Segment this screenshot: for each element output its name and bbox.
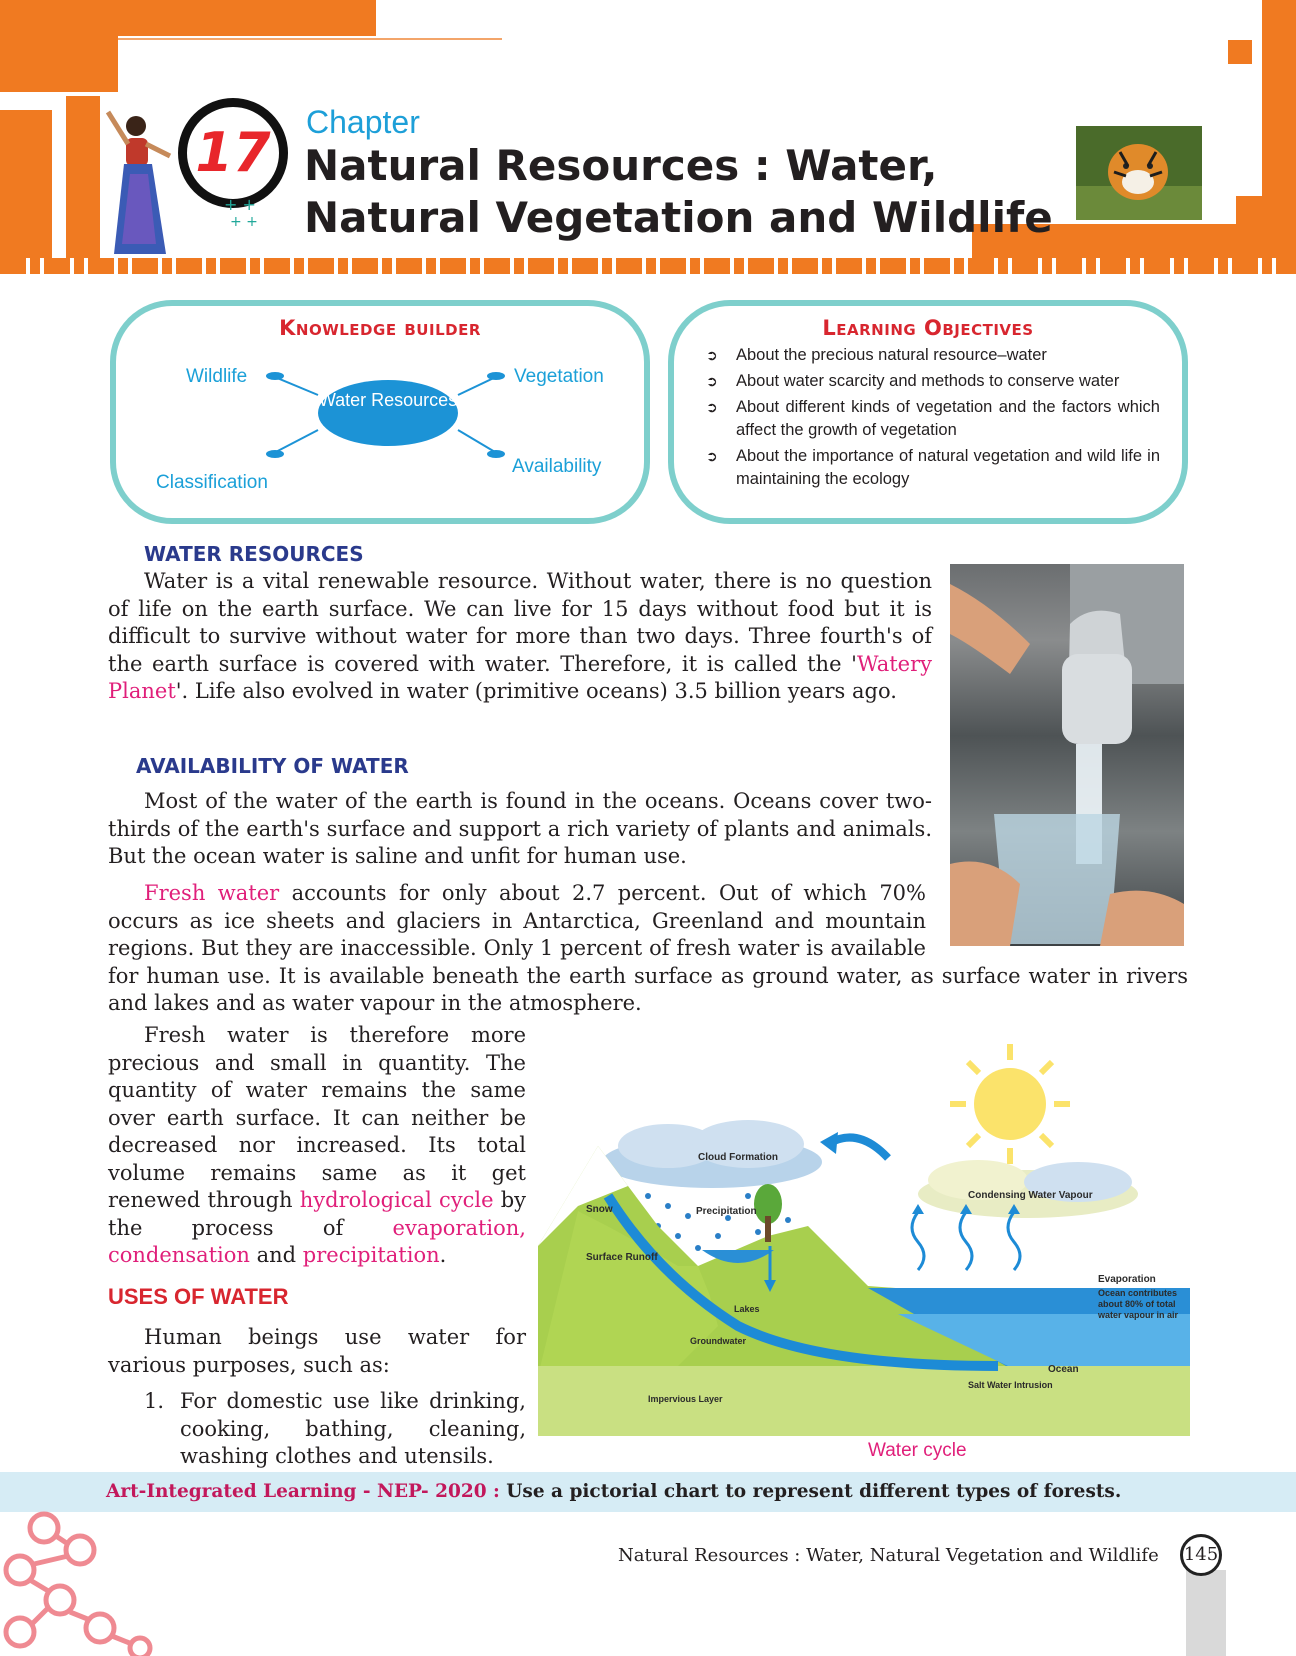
label-snow: Snow xyxy=(586,1204,613,1215)
label-precipitation: Precipitation xyxy=(696,1206,757,1217)
kb-branch-classification: Classification xyxy=(156,472,268,493)
arrow-bullet-icon: ➲ xyxy=(706,347,718,363)
objective-item: ➲ About the importance of natural vegetation and wild life in maintaining the ecology xyxy=(706,447,1160,488)
para-availability-2: Fresh water accounts for only about 2.7 percent. Out of which 70% occurs as ice sheets and glaciers in Antarctica, Greenland and mountain regions. But they are inaccessible. Only 1 percent of fresh water is available for human use. It is available beneath the earth surface as ground water, as surface water in rivers and lakes and as water vapour in the atmosphere. xyxy=(108,881,1188,1015)
heading-water-resources: WATER RESOURCES xyxy=(144,542,364,566)
objective-item: ➲ About the precious natural resource–water xyxy=(702,344,1160,367)
art-integrated-label: Art-Integrated Learning - NEP- 2020 : xyxy=(106,1481,500,1502)
para-water-resources: Water is a vital renewable resource. Without water, there is no question of life on the earth surface. We can live for 15 days without food but it is difficult to survive without water for more than two days. Three fourth's of the earth surface is covered with water. Therefore, it is called the 'Watery Planet'. Life also evolved in water (primitive oceans) 3.5 billion years ago. xyxy=(108,569,932,703)
water-cycle-diagram xyxy=(538,1036,1190,1436)
kb-branch-availability: Availability xyxy=(512,456,602,477)
arrow-bullet-icon: ➲ xyxy=(706,448,718,464)
arrow-bullet-icon: ➲ xyxy=(706,373,718,389)
header-meander-border xyxy=(0,258,1296,274)
header-band-left-2 xyxy=(0,36,118,92)
learning-objectives-list xyxy=(702,344,1160,494)
label-salt-water: Salt Water Intrusion xyxy=(968,1380,1053,1390)
page-number: 145 xyxy=(1180,1534,1222,1576)
label-lakes: Lakes xyxy=(734,1304,760,1314)
knowledge-builder-title: Knowledge builder xyxy=(279,316,481,340)
label-evaporation: Evaporation xyxy=(1098,1274,1156,1285)
label-evap-note-3: water vapour in air xyxy=(1098,1310,1179,1320)
kb-branch-vegetation: Vegetation xyxy=(514,366,604,387)
learning-objectives-title: Learning Objectives xyxy=(822,316,1034,340)
chapter-title: Natural Resources : Water, Natural Vegetation and Wildlife xyxy=(304,141,1053,242)
uses-list-item: 1. For domestic use like drinking, cooking, bathing, cleaning, washing clothes and utensils. xyxy=(144,1389,526,1468)
label-groundwater: Groundwater xyxy=(690,1336,747,1346)
art-integrated-text: Art-Integrated Learning - NEP- 2020 : Use a pictorial chart to represent different types of forests. xyxy=(106,1481,1122,1502)
molecule-decoration xyxy=(0,1508,180,1656)
header-band-left xyxy=(0,0,376,36)
footer-running-title: Natural Resources : Water, Natural Vegetation and Wildlife xyxy=(618,1545,1159,1566)
chapter-label: Chapter xyxy=(306,104,420,140)
heading-uses-of-water: USES OF WATER xyxy=(108,1284,289,1309)
dancer-illustration xyxy=(100,104,190,264)
chapter-number: 17 xyxy=(195,121,271,184)
footer-bar xyxy=(1186,1570,1226,1656)
header-block-right xyxy=(1262,0,1296,268)
objective-item: ➲ About water scarcity and methods to conserve water xyxy=(702,370,1160,393)
para-availability-1: Most of the water of the earth is found in the oceans. Oceans cover two-thirds of the earth's surface and support a rich variety of plants and animals. But the ocean water is saline and unfit for human use. xyxy=(108,789,932,868)
svg-text:+ +: + + xyxy=(230,214,258,230)
sun-icon xyxy=(974,1068,1046,1140)
label-condensing: Condensing Water Vapour xyxy=(968,1190,1093,1201)
para-uses-1: Human beings use water for various purposes, such as: xyxy=(108,1325,526,1377)
term-fresh-water: Fresh water xyxy=(144,881,280,905)
term-watery-planet: Watery Planet xyxy=(108,651,932,703)
sparkle-decoration xyxy=(220,190,270,230)
heading-availability: AVAILABILITY OF WATER xyxy=(136,754,409,778)
header-block-left xyxy=(0,110,52,260)
kb-branch-wildlife: Wildlife xyxy=(186,366,248,387)
knowledge-builder-center: Water Resources xyxy=(318,380,458,446)
label-impervious: Impervious Layer xyxy=(648,1394,723,1404)
label-evap-note-1: Ocean contributes xyxy=(1098,1288,1178,1298)
label-evap-note-2: about 80% of total xyxy=(1098,1299,1176,1309)
label-cloud-formation: Cloud Formation xyxy=(698,1152,778,1163)
header-line xyxy=(118,38,502,40)
label-ocean: Ocean xyxy=(1048,1364,1079,1375)
objective-item: ➲ About different kinds of vegetation and the factors which affect the growth of vegetation xyxy=(706,398,1160,439)
tiger-photo xyxy=(1076,126,1202,220)
svg-text:+ +: + + xyxy=(224,195,256,214)
header-block-left-2 xyxy=(66,96,100,260)
label-runoff: Surface Runoff xyxy=(586,1252,658,1263)
diagram-caption: Water cycle xyxy=(868,1440,967,1461)
header-block-right-2 xyxy=(1228,40,1252,64)
arrow-bullet-icon: ➲ xyxy=(706,399,718,415)
para-availability-3: Fresh water is therefore more precious and small in quantity. The quantity of water remains the same over earth surface. It can neither be decreased nor increased. Its total volume remains same as it get renewed through hydrological cycle by the process of evaporation, condensation and precipitation. xyxy=(108,1023,526,1267)
